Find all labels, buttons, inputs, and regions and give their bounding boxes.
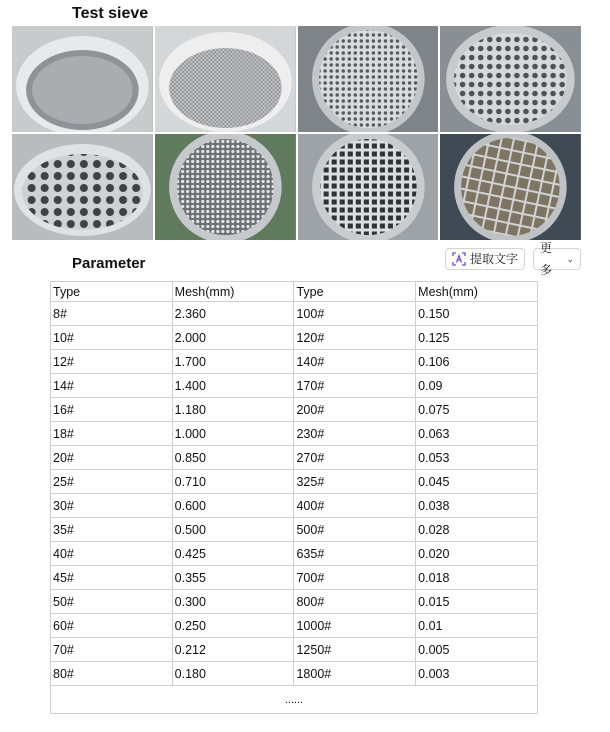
- table-cell: 80#: [51, 662, 173, 686]
- table-cell: 800#: [294, 590, 416, 614]
- table-cell: 60#: [51, 614, 173, 638]
- table-row: [51, 638, 538, 662]
- table-cell: 25#: [51, 470, 173, 494]
- table-cell: 0.850: [172, 446, 294, 470]
- table-row: [51, 662, 538, 686]
- table-cell: 0.020: [416, 542, 538, 566]
- table-cell: 0.150: [416, 302, 538, 326]
- table-row: [51, 422, 538, 446]
- table-cell: 45#: [51, 566, 173, 590]
- sieve-photo-square-mesh: [298, 134, 439, 240]
- more-label: 更多: [540, 241, 553, 277]
- table-cell: 40#: [51, 542, 173, 566]
- table-cell: 200#: [294, 398, 416, 422]
- table-row: [51, 518, 538, 542]
- table-cell: 0.015: [416, 590, 538, 614]
- column-header: Type: [294, 282, 416, 302]
- table-cell: 635#: [294, 542, 416, 566]
- table-cell: 0.250: [172, 614, 294, 638]
- table-cell: 0.075: [416, 398, 538, 422]
- table-cell: 0.053: [416, 446, 538, 470]
- table-cell: 0.09: [416, 374, 538, 398]
- more-button[interactable]: [533, 241, 581, 277]
- table-cell: 2.360: [172, 302, 294, 326]
- table-cell: 0.063: [416, 422, 538, 446]
- parameter-table: [50, 281, 538, 714]
- table-header-row: [51, 282, 538, 302]
- table-row: [51, 374, 538, 398]
- table-cell: 120#: [294, 326, 416, 350]
- chevron-down-icon: ⌄: [566, 254, 574, 264]
- table-cell: 14#: [51, 374, 173, 398]
- table-row: [51, 302, 538, 326]
- table-row: [51, 542, 538, 566]
- table-cell: 0.212: [172, 638, 294, 662]
- table-cell: 1.400: [172, 374, 294, 398]
- table-cell: 0.038: [416, 494, 538, 518]
- table-cell: 1250#: [294, 638, 416, 662]
- table-cell: 2.000: [172, 326, 294, 350]
- table-footer-ellipsis: ......: [51, 686, 538, 714]
- column-header: Mesh(mm): [172, 282, 294, 302]
- table-cell: 400#: [294, 494, 416, 518]
- column-header: Mesh(mm): [416, 282, 538, 302]
- table-cell: 0.018: [416, 566, 538, 590]
- table-cell: 1800#: [294, 662, 416, 686]
- table-cell: 230#: [294, 422, 416, 446]
- sieve-photo-woven-mesh: [155, 26, 296, 132]
- table-cell: 0.710: [172, 470, 294, 494]
- table-cell: 0.125: [416, 326, 538, 350]
- table-cell: 140#: [294, 350, 416, 374]
- table-row: [51, 398, 538, 422]
- table-cell: 0.425: [172, 542, 294, 566]
- section-title-parameter: Parameter: [72, 255, 146, 272]
- table-row: [51, 470, 538, 494]
- table-cell: 1.180: [172, 398, 294, 422]
- extract-text-label: 提取文字: [470, 252, 519, 266]
- page-title: Test sieve: [72, 5, 149, 22]
- column-header: Type: [51, 282, 173, 302]
- table-cell: 12#: [51, 350, 173, 374]
- table-cell: 0.01: [416, 614, 538, 638]
- table-cell: 100#: [294, 302, 416, 326]
- table-cell: 170#: [294, 374, 416, 398]
- sieve-photo-fine-mesh: [12, 26, 153, 132]
- table-row: [51, 350, 538, 374]
- sieve-photo-perforated-large: [12, 134, 153, 240]
- table-cell: 270#: [294, 446, 416, 470]
- table-cell: 0.028: [416, 518, 538, 542]
- table-row: [51, 566, 538, 590]
- table-cell: 1000#: [294, 614, 416, 638]
- table-row: [51, 494, 538, 518]
- table-cell: 18#: [51, 422, 173, 446]
- table-row: [51, 326, 538, 350]
- sieve-photo-perforated-medium: [440, 26, 581, 132]
- table-cell: 0.005: [416, 638, 538, 662]
- table-cell: 16#: [51, 398, 173, 422]
- table-cell: 0.180: [172, 662, 294, 686]
- sieve-photo-perforated-small: [298, 26, 439, 132]
- table-cell: 500#: [294, 518, 416, 542]
- table-cell: 20#: [51, 446, 173, 470]
- table-cell: 8#: [51, 302, 173, 326]
- table-cell: 1.000: [172, 422, 294, 446]
- table-footer-row: [51, 686, 538, 714]
- table-cell: 0.003: [416, 662, 538, 686]
- text-extract-icon: [452, 252, 466, 266]
- table-cell: 700#: [294, 566, 416, 590]
- table-cell: 0.045: [416, 470, 538, 494]
- sieve-photo-perforated-dense: [155, 134, 296, 240]
- extract-text-button[interactable]: [445, 248, 525, 270]
- table-cell: 0.300: [172, 590, 294, 614]
- table-cell: 0.355: [172, 566, 294, 590]
- table-row: [51, 590, 538, 614]
- sieve-photo-gallery: [12, 26, 581, 240]
- table-cell: 0.106: [416, 350, 538, 374]
- table-cell: 0.600: [172, 494, 294, 518]
- sieve-photo-coarse-grid: [440, 134, 581, 240]
- table-cell: 10#: [51, 326, 173, 350]
- table-cell: 0.500: [172, 518, 294, 542]
- table-cell: 1.700: [172, 350, 294, 374]
- table-row: [51, 614, 538, 638]
- table-cell: 50#: [51, 590, 173, 614]
- table-cell: 70#: [51, 638, 173, 662]
- table-cell: 35#: [51, 518, 173, 542]
- table-cell: 30#: [51, 494, 173, 518]
- table-cell: 325#: [294, 470, 416, 494]
- table-row: [51, 446, 538, 470]
